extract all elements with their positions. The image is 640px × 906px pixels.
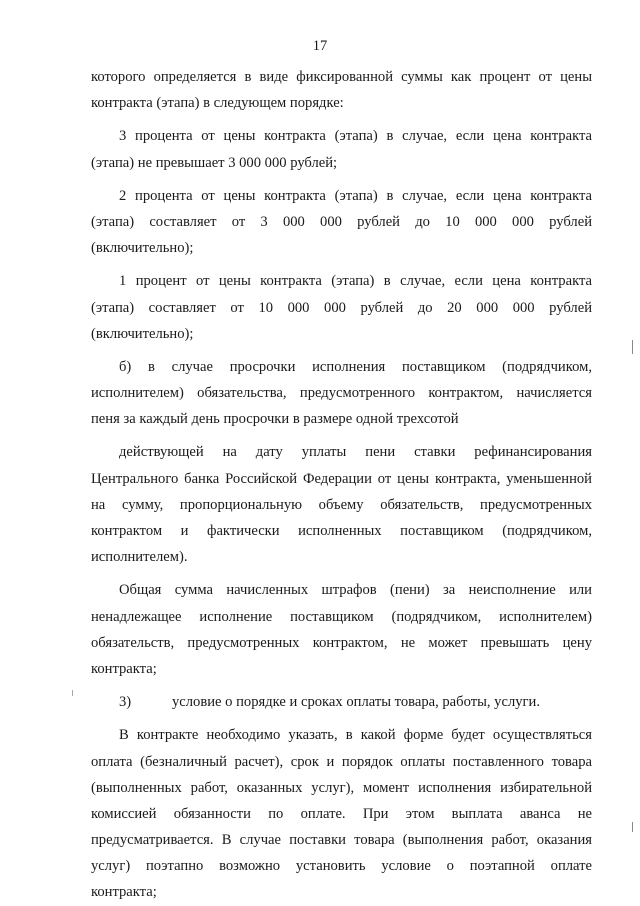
text-line: (выполненных работ, оказанных услуг), момент исполнения избирательной: [91, 779, 592, 796]
paragraph-three-percent: [91, 123, 592, 175]
text-line: контрактом и фактически исполненных поставщиком (подрядчиком,: [91, 523, 592, 539]
text-line: услуг) поэтапно возможно установить условие о поэтапной оплате: [91, 858, 592, 875]
text-line: ненадлежащее исполнение поставщиком (подрядчиком, исполнителем): [91, 608, 592, 625]
list-item-payment-terms: [91, 689, 592, 715]
text-line: оплата (безналичный расчет), срок и порядок оплаты поставленного товара: [91, 753, 592, 770]
paragraph-total-penalties: [91, 577, 592, 682]
text-line: (включительно);: [91, 240, 194, 257]
text-line: комиссией обязанности по оплате. При этом выплата аванса не: [91, 805, 592, 822]
text-line: предусматривается. В случае поставки товара (выполнения работ, оказания: [91, 832, 592, 849]
document-body: [91, 64, 592, 906]
page-number: 17: [312, 38, 328, 54]
text-line: Общая сумма начисленных штрафов (пени) за неисполнение или: [119, 582, 592, 599]
text-line: (этапа) не превышает 3 000 000 рублей;: [91, 154, 338, 171]
text-line: исполнителем) обязательства, предусмотренного контрактом, начисляется: [91, 385, 592, 402]
text-line: на сумму, пропорциональную объему обязательств, предусмотренных: [91, 496, 592, 513]
text-line: которого определяется в виде фиксированной суммы как процент от цены: [91, 69, 592, 85]
paragraph-payment-details: [91, 722, 592, 905]
text-line: Центрального банка Российской Федерации от цены контракта, уменьшенной: [91, 470, 592, 487]
text-line: (включительно);: [91, 325, 194, 342]
scan-mark: [632, 822, 633, 832]
text-line: б) в случае просрочки исполнения поставщиком (подрядчиком,: [119, 358, 592, 375]
text-line: 1 процент от цены контракта (этапа) в случае, если цена контракта: [119, 273, 592, 290]
scan-mark: [632, 340, 633, 354]
text-line: контракта;: [91, 660, 157, 677]
paragraph-penalty-delay: [91, 354, 592, 433]
list-item-number: 3): [119, 694, 132, 711]
text-line: (этапа) составляет от 10 000 000 рублей до 20 000 000 рублей: [91, 299, 592, 316]
list-item-text: условие о порядке и сроках оплаты товара, работы, услуги.: [172, 694, 540, 711]
text-line: 3 процента от цены контракта (этапа) в случае, если цена контракта: [119, 128, 592, 145]
paragraph-two-percent: [91, 183, 592, 262]
paragraph-refinancing-rate: [91, 439, 592, 570]
text-line: В контракте необходимо указать, в какой форме будет осуществляться: [119, 727, 592, 744]
text-line: контракта;: [91, 884, 157, 901]
text-line: исполнителем).: [91, 549, 188, 566]
text-line: (этапа) составляет от 3 000 000 рублей до 10 000 000 рублей: [91, 213, 592, 230]
paragraph-one-percent: [91, 268, 592, 347]
paragraph-fee-intro: [91, 64, 592, 116]
text-line: пеня за каждый день просрочки в размере одной трехсотой: [91, 411, 459, 428]
scan-mark: [72, 690, 73, 696]
text-line: действующей на дату уплаты пени ставки рефинансирования: [119, 444, 592, 461]
text-line: 2 процента от цены контракта (этапа) в случае, если цена контракта: [119, 187, 592, 204]
text-line: контракта (этапа) в следующем порядке:: [91, 95, 344, 112]
text-line: обязательств, предусмотренных контрактом, не может превышать цену: [91, 634, 592, 651]
